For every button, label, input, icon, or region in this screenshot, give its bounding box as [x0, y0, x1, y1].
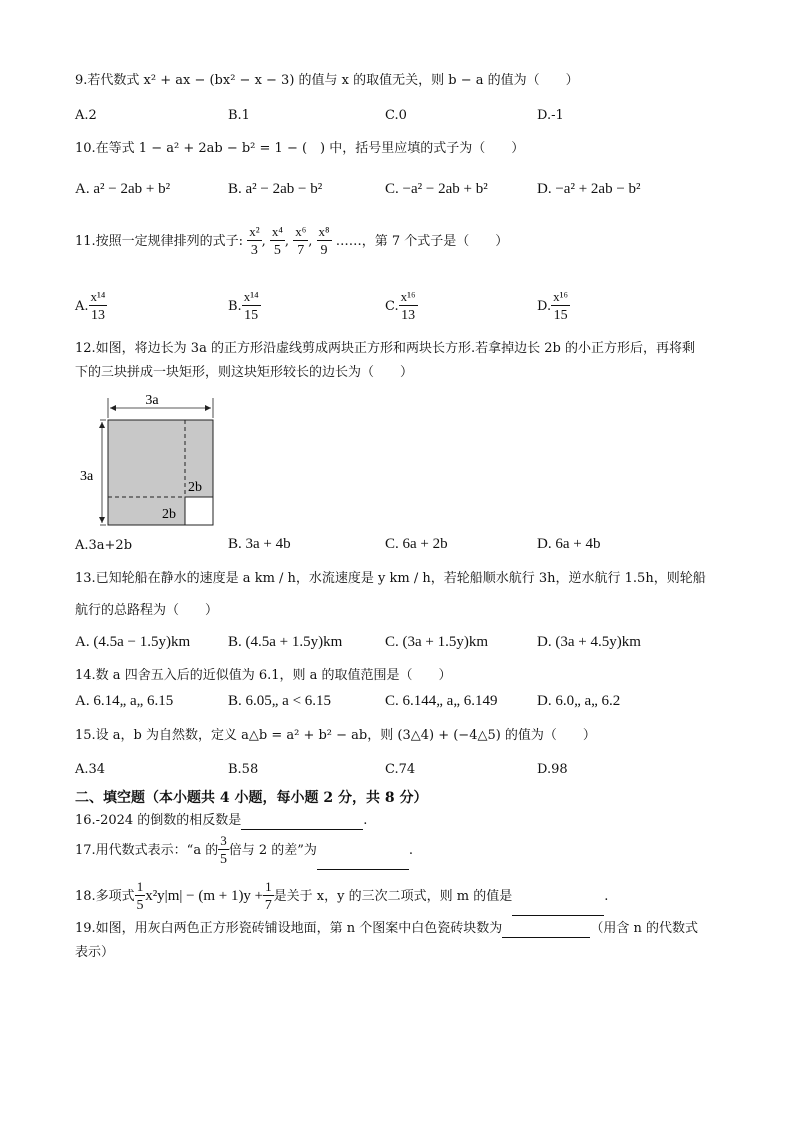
q11-option-a: A. $\frac{\text{x¹⁴}}{13}$	[75, 289, 106, 323]
q9-option-b: B.1	[228, 108, 250, 123]
q14-stem: 14.数 a 四舍五入后的近似值为 6.1，则 a 的取值范围是（ ）	[75, 668, 452, 683]
fig-label-inner-right: 2b	[188, 480, 202, 495]
q16-stem: 16.-2024 的倒数的相反数是	[75, 813, 242, 828]
q9-option-a: A.2	[75, 108, 97, 123]
q10-option-d: D. −a² + 2ab − b²	[537, 181, 641, 197]
q13-option-b: B. (4.5a + 1.5y)km	[228, 634, 343, 650]
q18-fraction-2: $\frac{1}{7}$	[264, 879, 272, 913]
q19-line1: 19.如图，用灰白两色正方形瓷砖铺设地面，第 n 个图案中白色瓷砖块数为 （用含 n 的代数式	[75, 921, 698, 936]
q11-term-2: $\frac{\text{x⁴}}{5}$	[271, 224, 283, 258]
q13-option-c: C. (3a + 1.5y)km	[385, 634, 489, 650]
q14-option-b: B. 6.05„ a < 6.15	[228, 693, 332, 709]
fig-label-top: 3a	[145, 393, 159, 408]
q18-expression: x²y|m| − (m + 1)y +	[145, 888, 264, 904]
q18-post: 是关于 x，y 的三次二项式，则 m 的值是	[273, 889, 513, 904]
q11-stem-suffix: ……，第 7 个式子是（ ）	[335, 234, 509, 249]
q10-option-c: C. −a² − 2ab + b²	[385, 181, 488, 197]
q17-fraction: $\frac{3}{5}$	[219, 833, 227, 867]
q18-pre: 18.多项式	[75, 889, 135, 904]
q13-stem-line2: 航行的总路程为（ ）	[75, 603, 219, 618]
q12-stem-line1: 12.如图，将边长为 3a 的正方形沿虚线剪成两块正方形和两块长方形.若拿掉边长 2b 的小正方形后，再将剩	[75, 341, 695, 356]
q17-line: 17.用代数式表示：“a 的 $\frac{3}{5}$ 倍与 2 的差”为 .	[75, 832, 413, 870]
q9-option-c: C.0	[385, 108, 407, 123]
q14-option-c: C. 6.144„ a„ 6.149	[385, 693, 498, 709]
q13-stem-line1: 13.已知轮船在静水的速度是 a km / h，水流速度是 y km / h，若轮船顺水航行 3h，逆水航行 1.5h，则轮船	[75, 571, 706, 586]
q10-option-a: A. a² − 2ab + b²	[75, 181, 171, 197]
q11-term-3: $\frac{\text{x⁶}}{7}$	[295, 224, 307, 258]
q16-answer-blank[interactable]	[241, 815, 363, 830]
q17-answer-blank[interactable]	[317, 855, 409, 870]
q12-option-b: B. 3a + 4b	[228, 536, 291, 552]
q12-figure	[80, 392, 230, 536]
q12-option-c: C. 6a + 2b	[385, 536, 448, 552]
q11-option-b: B. $\frac{\text{x¹⁴}}{15}$	[228, 289, 259, 323]
q15-stem: 15.设 a，b 为自然数，定义 a△b = a² + b² − ab，则 (3△4) + (−4△5) 的值为（ ）	[75, 728, 596, 743]
q11-option-d: D. $\frac{\text{x¹⁶}}{15}$	[537, 289, 569, 323]
q17-pre: 17.用代数式表示：“a 的	[75, 843, 219, 858]
q11-term-1: $\frac{\text{x²}}{3}$	[249, 224, 260, 258]
q11-stem: 11.按照一定规律排列的式子: $\frac{\text{x²}}{3}$ , $\frac{\text{x⁴}}{5}$ , $\frac{\text{x⁶}}{7}$ , $\frac{\text{x⁸}}{9}$ ……，第 7 个式子是（ ）	[75, 224, 509, 258]
q11-option-c: C. $\frac{\text{x¹⁶}}{13}$	[385, 289, 416, 323]
q12-option-a: A.3a+2b	[75, 538, 133, 553]
q19-line2: 表示）	[75, 945, 115, 960]
q9-option-d: D.-1	[537, 108, 564, 123]
q15-option-a: A.34	[75, 762, 106, 777]
q19-stem: 19.如图，用灰白两色正方形瓷砖铺设地面，第 n 个图案中白色瓷砖块数为	[75, 921, 503, 936]
square-cut-diagram	[80, 392, 230, 532]
q12-option-d: D. 6a + 4b	[537, 536, 601, 552]
q13-option-a: A. (4.5a − 1.5y)km	[75, 634, 191, 650]
q10-stem: 10.在等式 1 − a² + 2ab − b² = 1 − ( ) 中，括号里应填的式子为（ ）	[75, 141, 525, 156]
q17-post: 倍与 2 的差”为	[228, 843, 317, 858]
q19-answer-blank[interactable]	[502, 923, 590, 938]
q12-stem-line2: 下的三块拼成一块矩形，则这块矩形较长的边长为（ ）	[75, 365, 414, 380]
q14-option-a: A. 6.14„ a„ 6.15	[75, 693, 174, 709]
q9-stem: 9.若代数式 x² + ax − (bx² − x − 3) 的值与 x 的取值无关，则 b − a 的值为（ ）	[75, 73, 579, 88]
q13-option-d: D. (3a + 4.5y)km	[537, 634, 641, 650]
q18-answer-blank[interactable]	[512, 901, 604, 916]
section-heading: 二、填空题（本小题共 4 小题，每小题 2 分，共 8 分）	[75, 790, 428, 806]
q18-line: 18.多项式 $\frac{1}{5}$ x²y|m| − (m + 1)y + $\frac{1}{7}$ 是关于 x，y 的三次二项式，则 m 的值是 .	[75, 877, 608, 916]
q11-term-4: $\frac{\text{x⁸}}{9}$	[318, 224, 330, 258]
q14-option-d: D. 6.0„ a„ 6.2	[537, 693, 621, 709]
q18-fraction-1: $\frac{1}{5}$	[136, 879, 144, 913]
q16-line: 16.-2024 的倒数的相反数是 .	[75, 813, 368, 828]
q15-option-c: C.74	[385, 762, 416, 777]
q11-stem-prefix: 11.按照一定规律排列的式子:	[75, 234, 244, 249]
fig-label-left: 3a	[80, 469, 94, 484]
q15-option-b: B.58	[228, 762, 259, 777]
q15-option-d: D.98	[537, 762, 568, 777]
fig-label-inner-bottom: 2b	[162, 507, 176, 522]
q10-option-b: B. a² − 2ab − b²	[228, 181, 323, 197]
